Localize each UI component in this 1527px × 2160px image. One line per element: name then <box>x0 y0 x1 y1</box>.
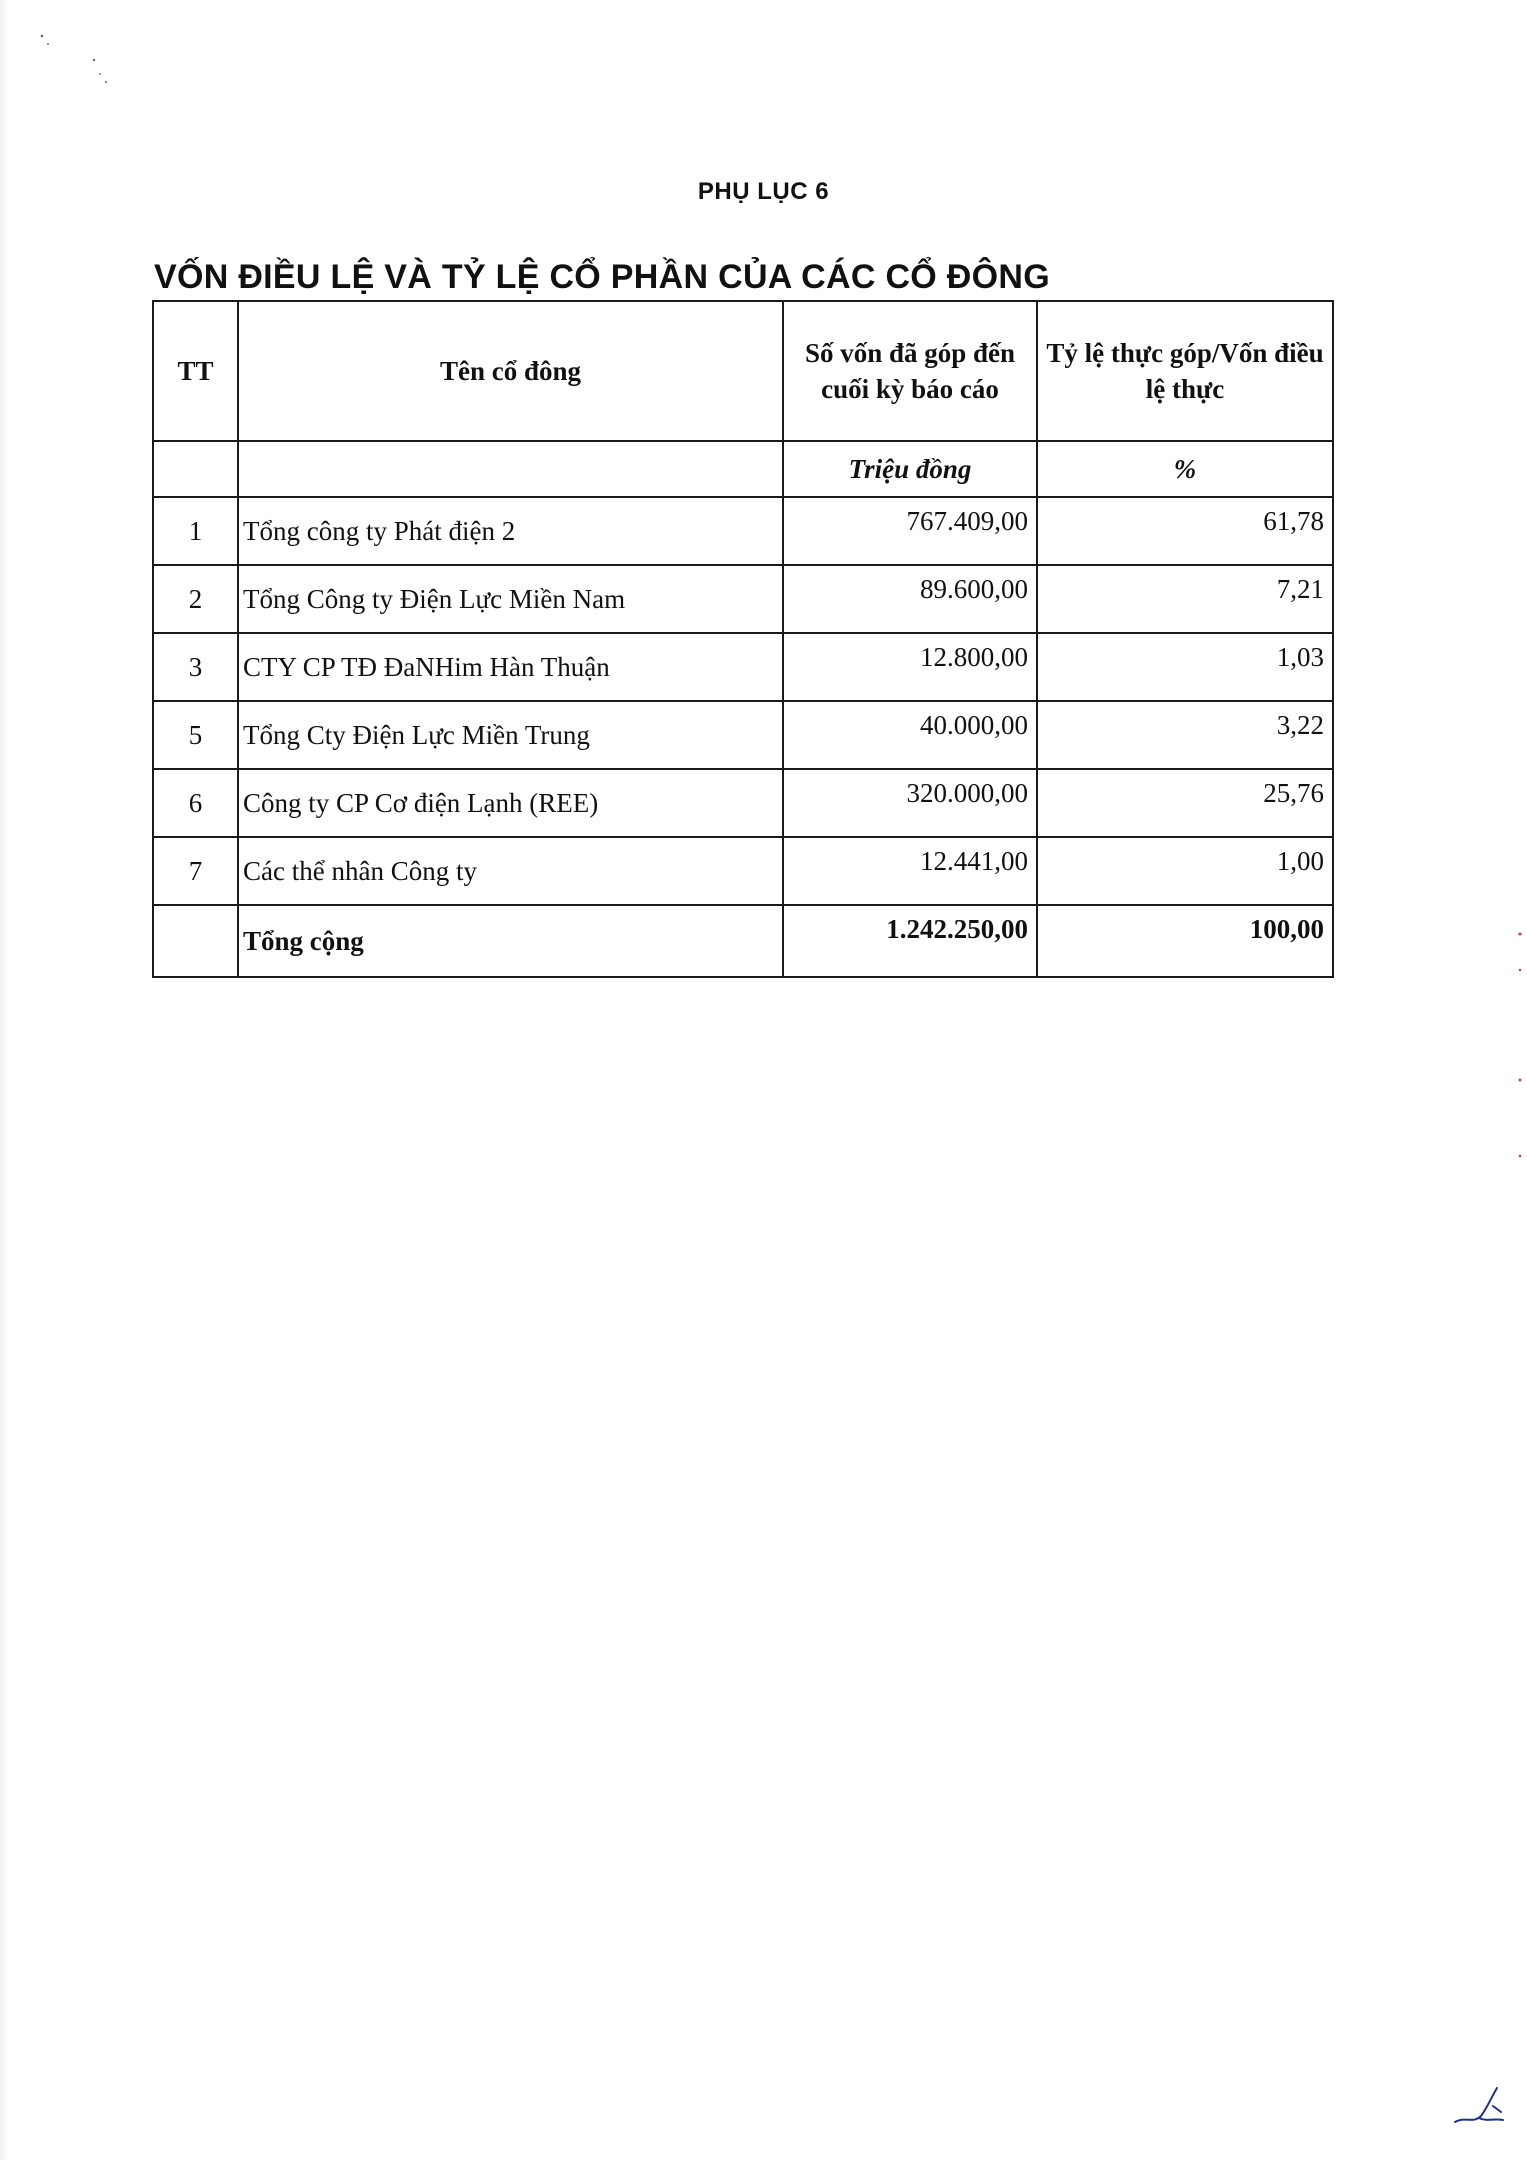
header-capital: Số vốn đã góp đến cuối kỳ báo cáo <box>783 301 1037 441</box>
document-title: VỐN ĐIỀU LỆ VÀ TỶ LỆ CỔ PHẦN CỦA CÁC CỔ ĐÔNG <box>154 258 1050 296</box>
total-capital: 1.242.250,00 <box>783 905 1037 977</box>
row-tt: 2 <box>153 565 238 633</box>
scan-edge-dots <box>1517 930 1523 1160</box>
unit-name-empty <box>238 441 783 497</box>
unit-ratio: % <box>1037 441 1333 497</box>
row-capital: 320.000,00 <box>783 769 1037 837</box>
unit-tt-empty <box>153 441 238 497</box>
table-row <box>153 565 1333 633</box>
header-ratio: Tỷ lệ thực góp/Vốn điều lệ thực <box>1037 301 1333 441</box>
row-name: Các thể nhân Công ty <box>238 837 783 905</box>
total-label: Tổng cộng <box>238 905 783 977</box>
row-ratio: 3,22 <box>1037 701 1333 769</box>
scan-edge-shade <box>0 0 10 2160</box>
initials-mark <box>1449 2078 1509 2138</box>
row-name: Tổng Công ty Điện Lực Miền Nam <box>238 565 783 633</box>
row-tt: 6 <box>153 769 238 837</box>
table-row <box>153 837 1333 905</box>
row-ratio: 61,78 <box>1037 497 1333 565</box>
table-row <box>153 497 1333 565</box>
row-tt: 1 <box>153 497 238 565</box>
row-ratio: 25,76 <box>1037 769 1333 837</box>
table-unit-row <box>153 441 1333 497</box>
row-tt: 3 <box>153 633 238 701</box>
unit-capital: Triệu đồng <box>783 441 1037 497</box>
row-ratio: 1,03 <box>1037 633 1333 701</box>
table-header-row <box>153 301 1333 441</box>
table-row <box>153 769 1333 837</box>
total-ratio: 100,00 <box>1037 905 1333 977</box>
appendix-label: PHỤ LỤC 6 <box>697 178 830 205</box>
row-tt: 7 <box>153 837 238 905</box>
table-row <box>153 701 1333 769</box>
shareholder-table <box>152 300 1334 978</box>
row-ratio: 1,00 <box>1037 837 1333 905</box>
table-total-row <box>153 905 1333 977</box>
row-capital: 767.409,00 <box>783 497 1037 565</box>
row-capital: 40.000,00 <box>783 701 1037 769</box>
header-tt: TT <box>153 301 238 441</box>
header-name: Tên cổ đông <box>238 301 783 441</box>
row-name: Tổng Cty Điện Lực Miền Trung <box>238 701 783 769</box>
row-tt: 5 <box>153 701 238 769</box>
row-capital: 12.800,00 <box>783 633 1037 701</box>
row-name: Công ty CP Cơ điện Lạnh (REE) <box>238 769 783 837</box>
row-ratio: 7,21 <box>1037 565 1333 633</box>
scan-specks <box>38 30 118 90</box>
row-name: Tổng công ty Phát điện 2 <box>238 497 783 565</box>
row-capital: 89.600,00 <box>783 565 1037 633</box>
table-row <box>153 633 1333 701</box>
row-name: CTY CP TĐ ĐaNHim Hàn Thuận <box>238 633 783 701</box>
row-capital: 12.441,00 <box>783 837 1037 905</box>
total-tt-empty <box>153 905 238 977</box>
